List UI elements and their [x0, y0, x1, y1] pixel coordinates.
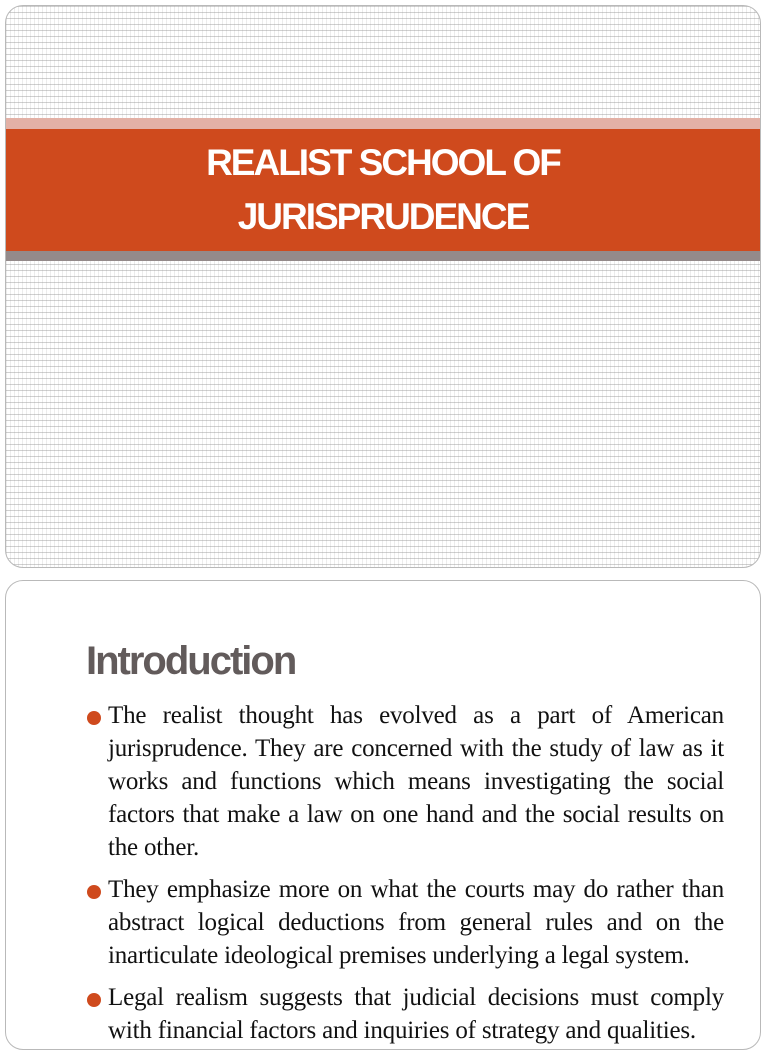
section-heading: Introduction [86, 639, 296, 683]
bullet-dot-icon [87, 993, 101, 1007]
bullet-list [86, 699, 724, 1050]
list-item [86, 873, 724, 972]
bullet-text: Legal realism suggests that judicial decisions must comply with financial factors and inquiries of strategy and qualities. [108, 984, 724, 1044]
title-slide [5, 5, 761, 568]
bullet-dot-icon [87, 711, 101, 725]
title-band-accent-top [6, 118, 760, 129]
introduction-slide [5, 580, 761, 1050]
bullet-text: They emphasize more on what the courts may do rather than abstract logical deductions from general rules and on the inarticulate ideological premises underlying a legal system. [108, 876, 724, 969]
slide-title: REALIST SCHOOL OF JURISPRUDENCE [206, 142, 560, 237]
list-item [86, 981, 724, 1047]
list-item [86, 699, 724, 864]
title-band [6, 129, 760, 251]
bullet-text: The realist thought has evolved as a part of American jurisprudence. They are concerned with the study of law as it works and functions which means investigating the social factors that make a law on one hand and the social results on the other. [108, 702, 724, 861]
title-band-accent-bottom [6, 251, 760, 261]
bullet-dot-icon [87, 885, 101, 899]
